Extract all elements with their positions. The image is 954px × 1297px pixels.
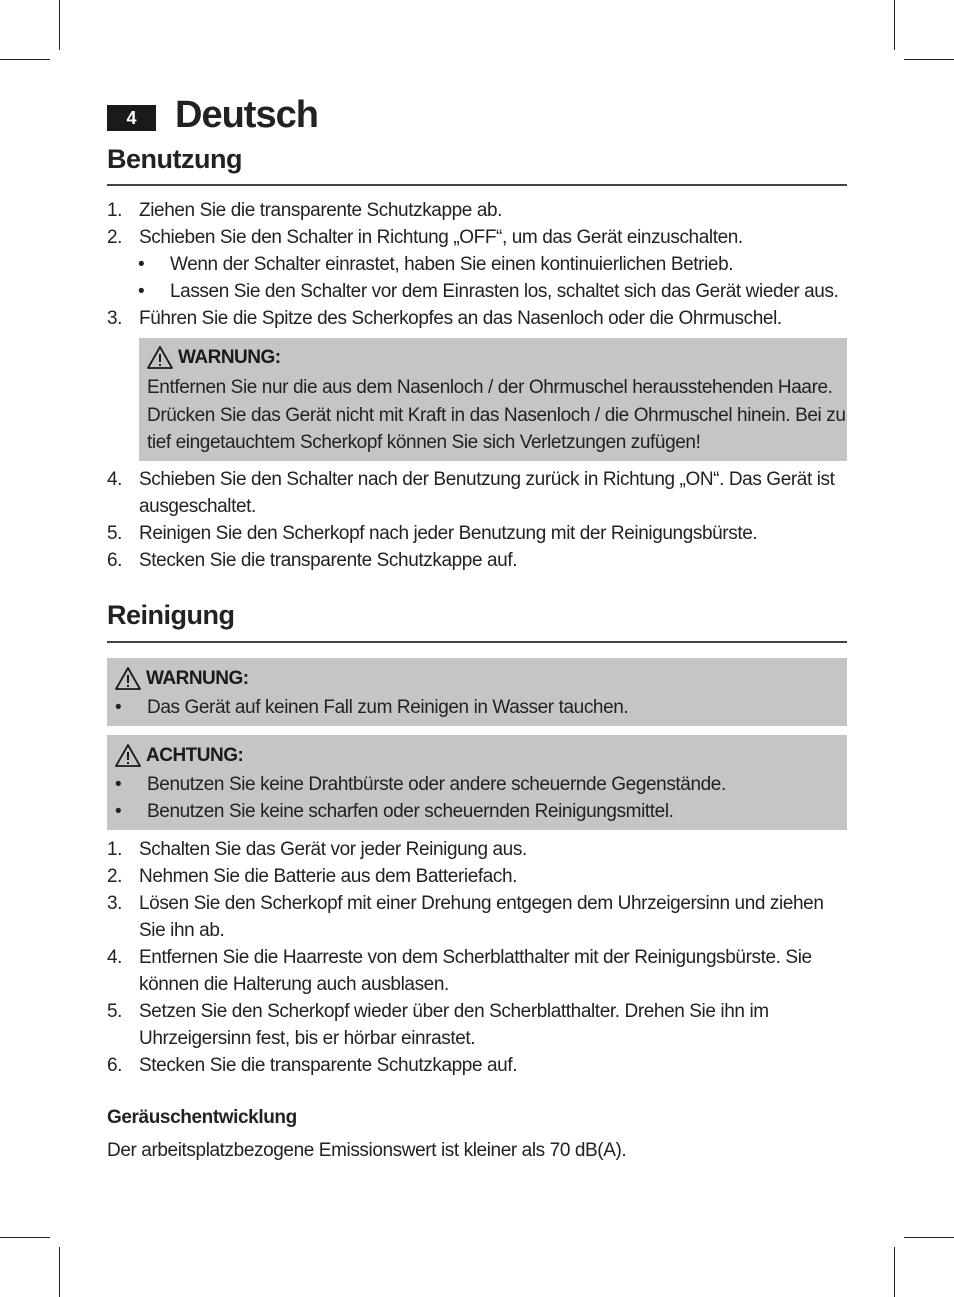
bullet-item [115, 694, 835, 721]
section-title-reinigung: Reinigung [107, 600, 235, 630]
list-item-number: 2. [107, 866, 123, 887]
crop-mark [904, 1237, 954, 1238]
bullet-text: Benutzen Sie keine scharfen oder scheuernden Reinigungsmittel. [147, 801, 674, 822]
caution-heading [114, 743, 243, 768]
bullet-dot: • [115, 697, 122, 718]
list-item-number: 3. [107, 308, 123, 329]
warning-triangle-icon [114, 743, 142, 768]
list-item-number: 1. [107, 200, 123, 221]
list-item [107, 520, 852, 547]
subsection-title-noise: Geräuschentwicklung [107, 1107, 297, 1128]
list-item [107, 197, 852, 224]
list-item-number: 6. [107, 550, 123, 571]
list-item-text: Lösen Sie den Scherkopf mit einer Drehung entgegen dem Uhrzeigersinn und ziehen Sie ihn ab. [139, 893, 824, 941]
bullet-text: Lassen Sie den Schalter vor dem Einrasten los, schaltet sich das Gerät wieder aus. [170, 281, 839, 302]
warning-heading [114, 666, 249, 691]
list-item [107, 466, 852, 520]
section-rule [107, 641, 847, 643]
bullet-item [115, 798, 835, 825]
warning-text: Entfernen Sie nur die aus dem Nasenloch / der Ohrmuschel herausstehenden Haare. Drücken Sie das Gerät nicht mit Kraft in das Nasenloch / die Ohrmuschel hinein. Bei zu tief eingetauchtem Scherkopf können Sie sich Verletzungen zufügen! [147, 377, 846, 453]
list-item-text: Setzen Sie den Scherkopf wieder über den Scherblatthalter. Drehen Sie ihn im Uhrzeigersinn fest, bis er hörbar einrastet. [139, 1001, 769, 1049]
crop-mark [59, 0, 60, 50]
warning-label: WARNUNG: [178, 346, 281, 368]
section-rule [107, 184, 847, 186]
list-item-text: Schalten Sie das Gerät vor jeder Reinigung aus. [139, 839, 527, 860]
list-item-number: 1. [107, 839, 123, 860]
list-item-number: 2. [107, 227, 123, 248]
list-item-number: 3. [107, 893, 123, 914]
list-item-number: 4. [107, 469, 123, 490]
warning-heading [146, 345, 281, 370]
list-item [107, 890, 852, 944]
list-item-text: Schieben Sie den Schalter nach der Benutzung zurück in Richtung „ON“. Das Gerät ist ausgeschaltet. [139, 469, 835, 517]
section-title-benutzung: Benutzung [107, 144, 242, 174]
list-item [107, 998, 852, 1052]
list-item-text: Schieben Sie den Schalter in Richtung „OFF“, um das Gerät einzuschalten. [139, 227, 743, 248]
list-item-number: 6. [107, 1055, 123, 1076]
warning-triangle-icon [114, 666, 142, 691]
list-item [107, 1052, 852, 1079]
bullet-dot: • [138, 281, 145, 302]
list-item [107, 863, 852, 890]
caution-label: ACHTUNG: [146, 744, 244, 766]
bullet-text: Wenn der Schalter einrastet, haben Sie einen kontinuierlichen Betrieb. [170, 254, 734, 275]
list-item-text: Stecken Sie die transparente Schutzkappe auf. [139, 1055, 518, 1076]
list-item-number: 4. [107, 947, 123, 968]
list-item-text: Führen Sie die Spitze des Scherkopfes an das Nasenloch oder die Ohrmuschel. [139, 308, 782, 329]
bullet-item [138, 251, 848, 278]
list-item-number: 5. [107, 523, 123, 544]
warning-triangle-icon [146, 345, 174, 370]
list-item [107, 305, 852, 332]
list-item-text: Nehmen Sie die Batterie aus dem Batteriefach. [139, 866, 518, 887]
list-item-text: Stecken Sie die transparente Schutzkappe auf. [139, 550, 518, 571]
list-item-text: Entfernen Sie die Haarreste von dem Scherblatthalter mit der Reinigungsbürste. Sie können die Halterung auch ausblasen. [139, 947, 812, 995]
list-item [107, 224, 852, 251]
list-item-text: Reinigen Sie den Scherkopf nach jeder Benutzung mit der Reinigungsbürste. [139, 523, 758, 544]
crop-mark [894, 1247, 895, 1297]
warning-label: WARNUNG: [146, 667, 249, 689]
noise-text: Der arbeitsplatzbezogene Emissionswert ist kleiner als 70 dB(A). [107, 1140, 627, 1161]
list-item [107, 944, 852, 998]
bullet-item [138, 278, 848, 305]
list-item-text: Ziehen Sie die transparente Schutzkappe ab. [139, 200, 503, 221]
crop-mark [59, 1247, 60, 1297]
crop-mark [894, 0, 895, 50]
crop-mark [0, 1237, 50, 1238]
crop-mark [0, 59, 50, 60]
bullet-item [115, 771, 835, 798]
bullet-dot: • [138, 254, 145, 275]
bullet-text: Das Gerät auf keinen Fall zum Reinigen in Wasser tauchen. [147, 697, 629, 718]
list-item [107, 547, 852, 574]
bullet-text: Benutzen Sie keine Drahtbürste oder andere scheuernde Gegenstände. [147, 774, 726, 795]
page-number: 4 [107, 105, 156, 131]
language-title: Deutsch [175, 94, 318, 136]
bullet-dot: • [115, 801, 122, 822]
crop-mark [904, 59, 954, 60]
list-item-number: 5. [107, 1001, 123, 1022]
list-item [107, 836, 852, 863]
bullet-dot: • [115, 774, 122, 795]
